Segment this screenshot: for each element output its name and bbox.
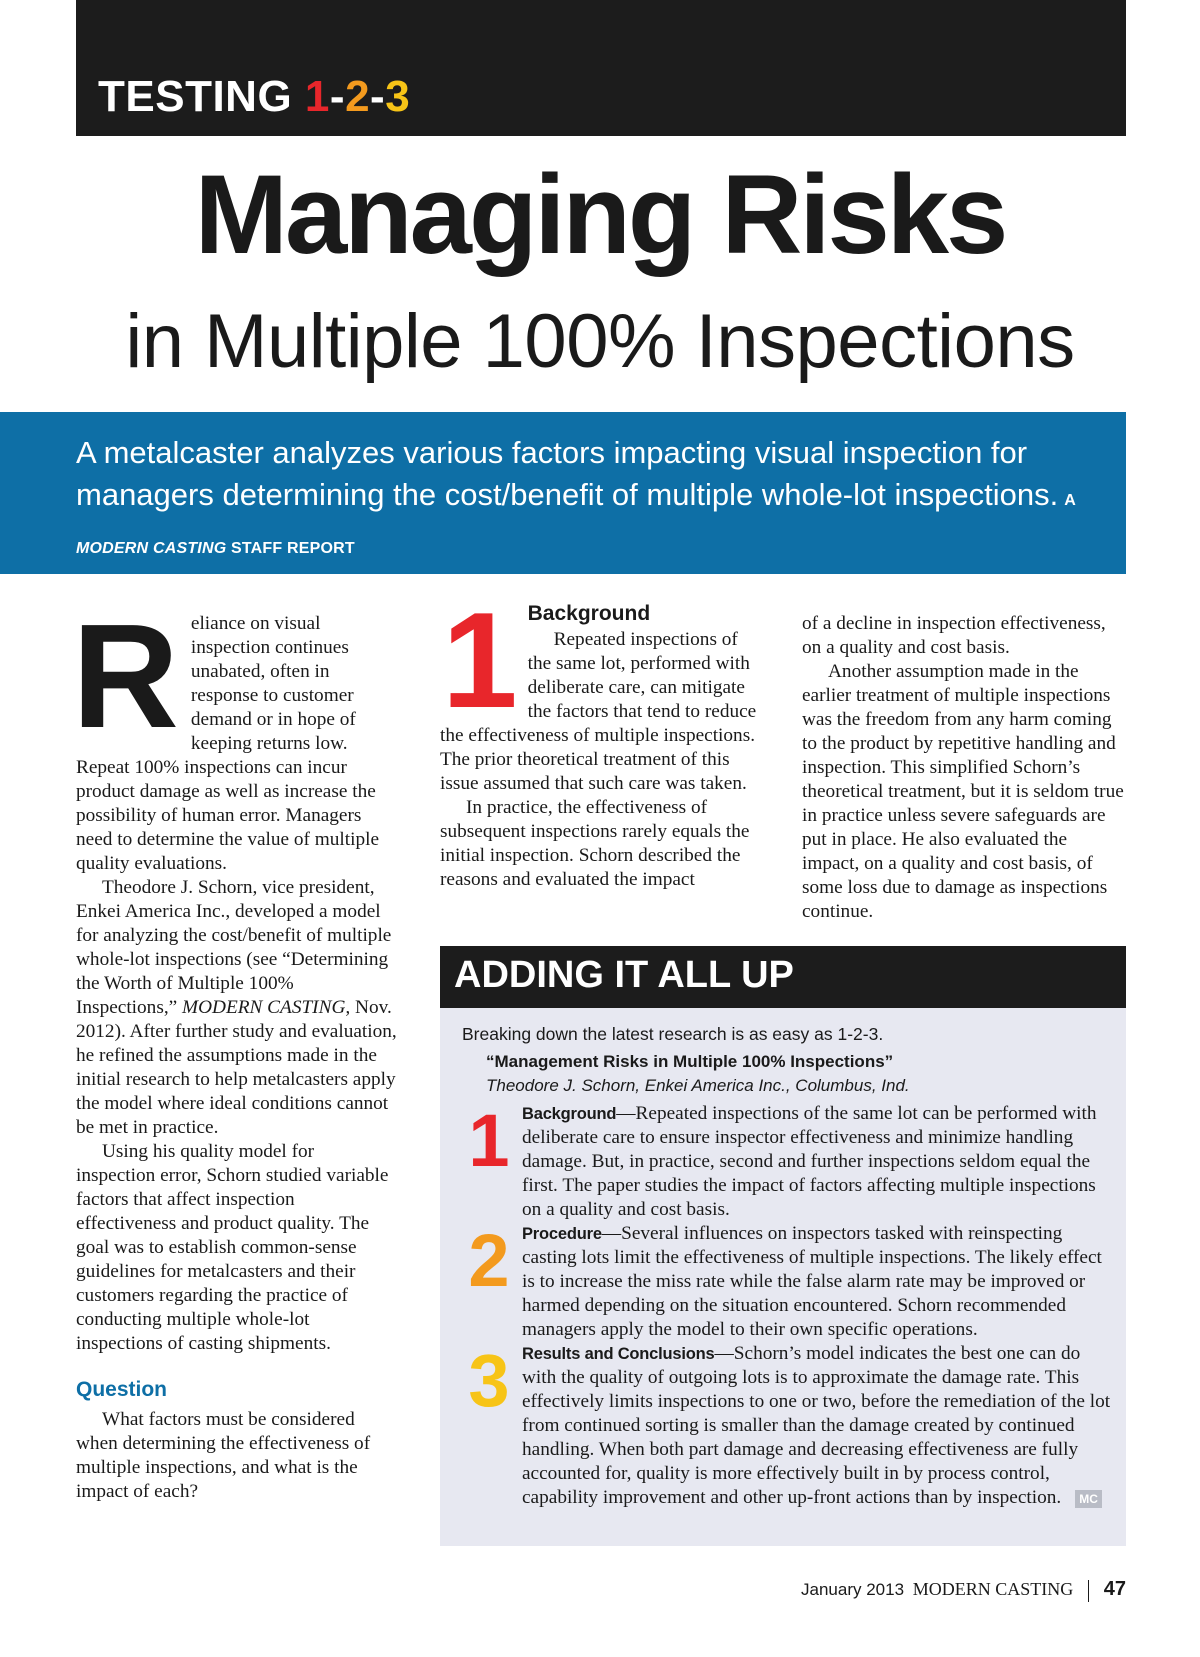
section-header-bar <box>76 0 1126 136</box>
section-num-1: 1 <box>304 72 330 121</box>
sidebar-paper-title: “Management Risks in Multiple 100% Inspections” <box>486 1052 894 1071</box>
section-num-2: 2 <box>345 72 371 121</box>
section-num-3: 3 <box>385 72 411 121</box>
col1-paragraph-2 <box>76 876 398 1140</box>
sidebar-box <box>440 946 1126 1546</box>
col1-paragraph-3: Using his quality model for inspection error, Schorn studied variable factors that affect inspection effectiveness and product quality. The goal was to establish common-sense guidelines for metalcasters and their customers regarding the practice of conducting multiple whole-lot inspections of casting shipments. <box>76 1141 389 1354</box>
sidebar-item-lead: Procedure <box>522 1225 602 1243</box>
sidebar-item-procedure <box>462 1219 1112 1342</box>
byline-prefix: A <box>1064 492 1076 509</box>
sidebar-paper-author: Theodore J. Schorn, Enkei America Inc., Columbus, Ind. <box>486 1076 910 1095</box>
deck-text: A metalcaster analyzes various factors impacting visual inspection for managers determining the cost/benefit of multiple whole-lot inspections. <box>76 435 1059 512</box>
section-dash-1: - <box>329 72 346 121</box>
sidebar-title: ADDING IT ALL UP <box>454 954 794 996</box>
sidebar-item-results <box>462 1339 1112 1510</box>
footer-date: January 2013 <box>801 1580 905 1599</box>
sidebar-item-text: —Several influences on inspectors tasked with reinspecting casting lots limit the effectiveness of multiple inspections. The likely effect is to increase the miss rate while the false alarm rate may be improved or harmed depending on the situation encountered. Schorn recommended managers apply the model to their own specific operations. <box>522 1223 1102 1340</box>
background-heading: Background <box>527 602 651 625</box>
deck <box>76 432 1076 570</box>
deck-band <box>0 412 1126 574</box>
column-3 <box>802 612 1124 924</box>
article-title: Managing Risks <box>194 152 1006 277</box>
sidebar-item-text: —Repeated inspections of the same lot can be performed with deliberate care to ensure inspector effectiveness and minimize handling damage. But, in practice, second and further inspections seldom equal the first. The paper studies the impact of factors affecting multiple inspections on a quality and cost basis. <box>522 1103 1097 1220</box>
col1-paragraph-2-publication: MODERN CASTING, <box>182 997 351 1018</box>
col2-paragraph-2: In practice, the effectiveness of subsequent inspections rarely equals the initial inspection. Schorn described the reasons and evaluated the impact <box>440 797 750 890</box>
col2-paragraph-1: Repeated inspections of the same lot, performed with deliberate care, can mitigate the factors that tend to reduce the effectiveness of multiple inspections. The prior theoretical treatment of this issue assumed that such care was taken. <box>440 629 757 794</box>
column-2 <box>440 584 762 892</box>
drop-cap: R <box>72 594 179 759</box>
col3-paragraph-1: of a decline in inspection effectiveness, on a quality and cost basis. <box>802 613 1106 658</box>
sidebar-header <box>440 946 1126 1008</box>
page-number: 47 <box>1103 1578 1126 1600</box>
sidebar-item-lead: Results and Conclusions <box>522 1345 715 1363</box>
page-footer <box>801 1578 1126 1602</box>
column-1 <box>72 594 398 1504</box>
question-text: What factors must be considered when determining the effectiveness of multiple inspections, and what is the impact of each? <box>76 1409 371 1502</box>
sidebar-number-3: 3 <box>468 1339 510 1422</box>
background-number: 1 <box>442 584 518 736</box>
sidebar-intro: Breaking down the latest research is as easy as 1-2-3. <box>462 1024 884 1044</box>
sidebar-number-2: 2 <box>468 1219 510 1302</box>
col1-paragraph-1: eliance on visual inspection continues unabated, often in response to customer demand or in hope of keeping returns low. Repeat 100% inspections can incur product damage as well as increase the possibility of human error. Managers need to determine the value of multiple quality evaluations. <box>76 613 380 874</box>
mc-end-badge: MC <box>1075 1490 1102 1508</box>
sidebar-item-lead: Background <box>522 1105 617 1123</box>
section-label-text: TESTING <box>98 72 293 121</box>
sidebar-item-text: —Schorn’s model indicates the best one can do with the quality of outgoing lots is to approximate the damage rate. This effectively limits inspections to one or two, before the remediation of the lot from continued sorting is smaller than the damage created by continued handling. When both part damage and decreasing effectiveness are fully accounted for, quality is more effectively built in by process control, capability improvement and other up-front actions than by inspection. <box>522 1343 1111 1508</box>
col1-paragraph-2-text-a: Theodore J. Schorn, vice president, Enkei America Inc., developed a model for analyzing the cost/benefit of multiple whole-lot inspections (see “Determining the Worth of Multiple 100% Inspections,” <box>76 877 392 1018</box>
sidebar-number-1: 1 <box>468 1099 510 1182</box>
footer-magazine: MODERN CASTING <box>912 1579 1074 1599</box>
byline-suffix: STAFF REPORT <box>231 540 355 557</box>
sidebar-item-background <box>462 1099 1112 1222</box>
sidebar-items <box>462 1099 1112 1510</box>
col3-paragraph-2: Another assumption made in the earlier treatment of multiple inspections was the freedom from any harm coming to the product by repetitive handling and inspection. This simplified Schorn’s theoretical treatment, but it is seldom true in practice unless severe safeguards are put in place. He also evaluated the impact, on a quality and cost basis, of some loss due to damage as inspections continue. <box>802 661 1124 922</box>
question-heading: Question <box>76 1378 168 1401</box>
footer-divider <box>1088 1580 1089 1602</box>
section-dash-2: - <box>370 72 386 121</box>
section-label <box>98 72 410 122</box>
article-subtitle: in Multiple 100% Inspections <box>125 299 1075 384</box>
col1-paragraph-2-text-b: Nov. 2012). After further study and evaluation, he refined the assumptions made in the initial research to help metalcasters apply the model where ideal conditions cannot be met in practice. <box>76 997 397 1138</box>
byline-publication: MODERN CASTING <box>76 540 227 557</box>
